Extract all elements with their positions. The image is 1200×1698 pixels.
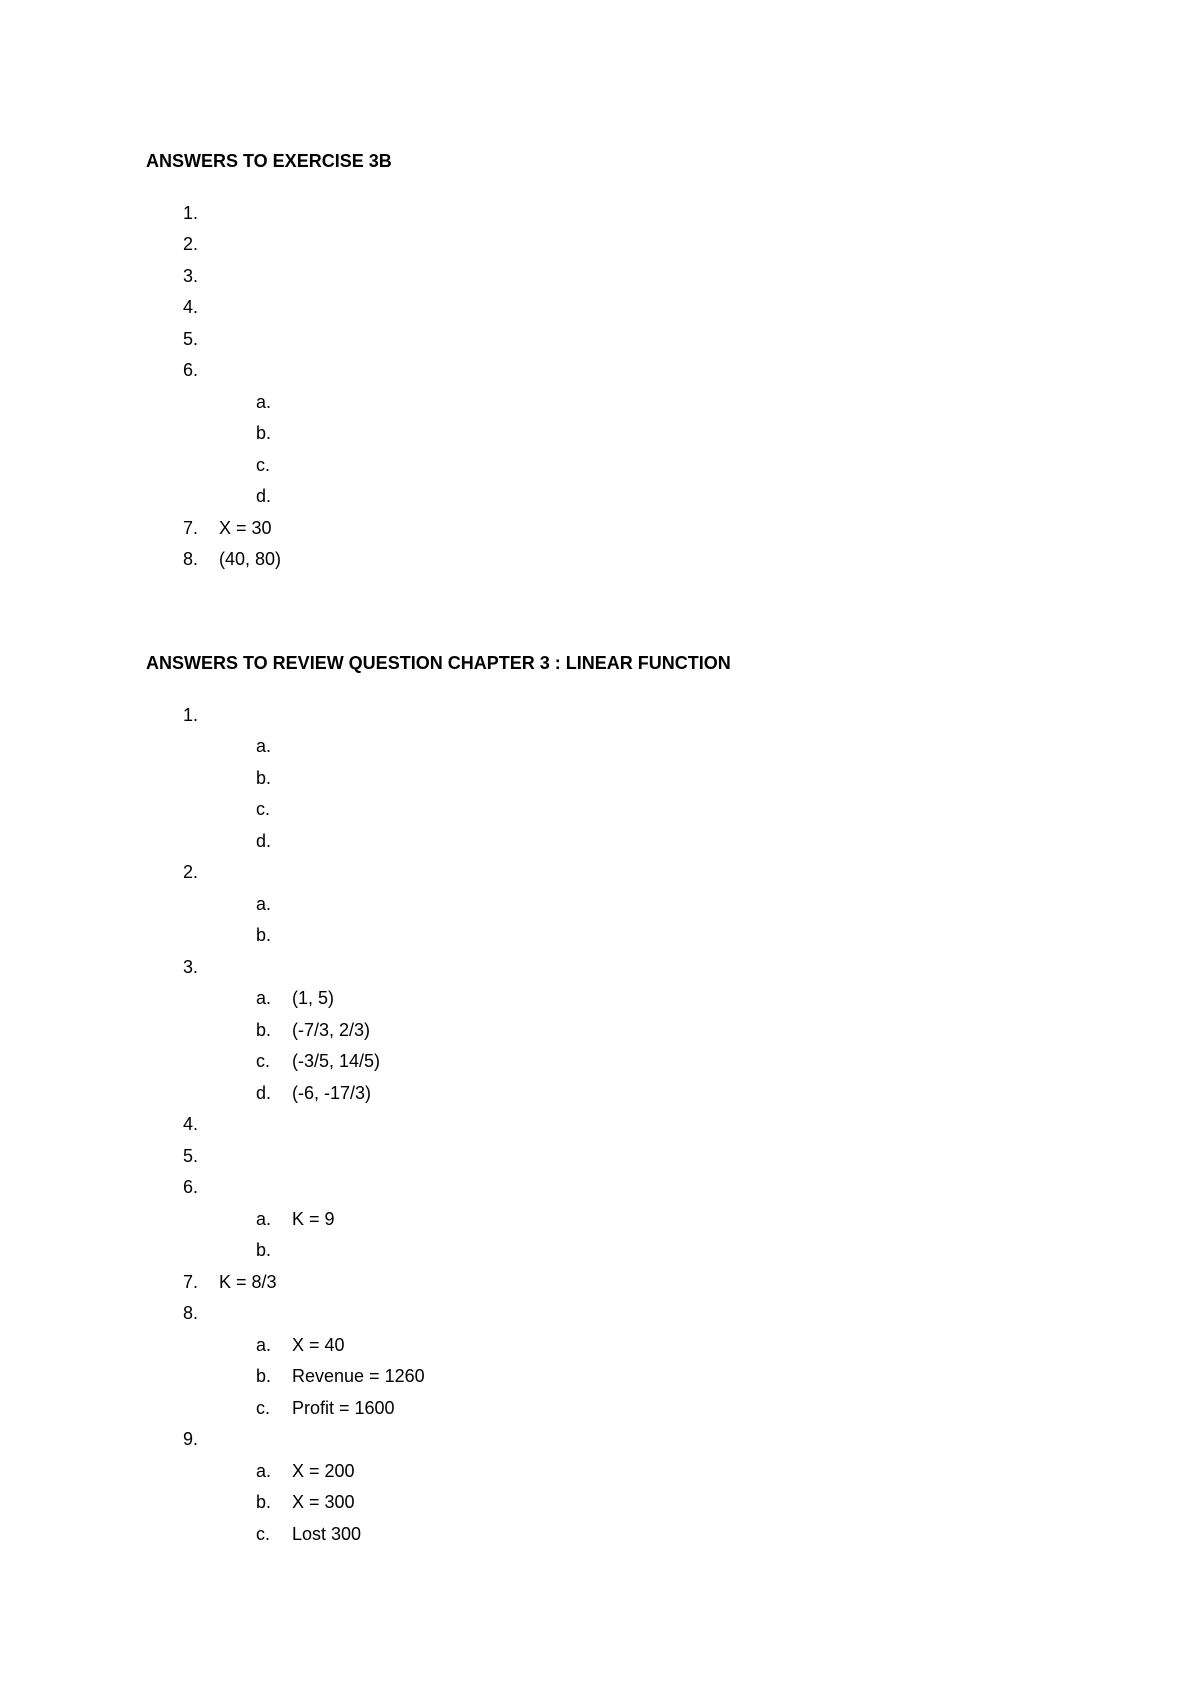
list-marker: a. xyxy=(256,988,272,1008)
list-marker: a. xyxy=(256,736,272,756)
sub-list-item xyxy=(146,1046,1046,1078)
list-item xyxy=(146,198,1046,230)
list-marker: c. xyxy=(256,454,271,475)
list-marker: b. xyxy=(256,1366,272,1386)
sub-list-item xyxy=(146,763,1046,795)
answer-text: (40, 80) xyxy=(219,549,282,569)
list-item xyxy=(146,229,1046,261)
list-marker: 8. xyxy=(183,1303,199,1323)
list-marker: a. xyxy=(256,1460,272,1481)
section-heading: ANSWERS TO REVIEW QUESTION CHAPTER 3 : LINEAR FUNCTION xyxy=(146,653,731,673)
list-item xyxy=(146,544,1046,576)
answer-text: (1, 5) xyxy=(292,988,335,1008)
list-marker: 9. xyxy=(183,1429,199,1449)
list-marker: b. xyxy=(256,767,272,788)
answer-text: Lost 300 xyxy=(292,1523,362,1544)
list-marker: 6. xyxy=(183,360,199,380)
list-marker: c. xyxy=(256,1397,271,1418)
list-marker: a. xyxy=(256,391,272,412)
list-marker: 2. xyxy=(183,862,199,882)
answer-text: (-7/3, 2/3) xyxy=(292,1019,371,1040)
list-marker: b. xyxy=(256,925,272,945)
list-item xyxy=(146,1141,1046,1173)
list-marker: 8. xyxy=(183,549,199,569)
sub-list-item xyxy=(146,387,1046,419)
review-question-answers-section xyxy=(146,651,1046,1550)
answer-list xyxy=(146,198,1046,576)
sub-list-item xyxy=(146,418,1046,450)
answer-list xyxy=(146,700,1046,1551)
list-marker: c. xyxy=(256,1523,271,1544)
answer-text: X = 200 xyxy=(292,1460,355,1481)
answer-text: (-6, -17/3) xyxy=(292,1082,372,1103)
answer-text: K = 8/3 xyxy=(219,1271,277,1292)
list-marker: 5. xyxy=(183,328,199,349)
list-marker: a. xyxy=(256,893,272,914)
list-item xyxy=(146,513,1046,545)
answer-text: X = 30 xyxy=(219,517,272,538)
sub-list-item xyxy=(146,920,1046,952)
list-marker: 7. xyxy=(183,517,199,538)
sub-list-item xyxy=(146,826,1046,858)
list-marker: d. xyxy=(256,830,272,851)
list-marker: 6. xyxy=(183,1177,199,1197)
list-item xyxy=(146,952,1046,984)
list-item xyxy=(146,1267,1046,1299)
sub-list-item xyxy=(146,1456,1046,1488)
list-marker: 7. xyxy=(183,1271,199,1292)
sub-list-item xyxy=(146,731,1046,763)
sub-list-item xyxy=(146,1330,1046,1362)
list-marker: 5. xyxy=(183,1145,199,1166)
list-marker: b. xyxy=(256,1019,272,1040)
list-marker: a. xyxy=(256,1334,272,1355)
list-marker: 4. xyxy=(183,297,199,317)
list-marker: d. xyxy=(256,486,272,506)
list-marker: a. xyxy=(256,1208,272,1229)
list-marker: b. xyxy=(256,423,272,443)
list-marker: 3. xyxy=(183,956,199,977)
sub-list-item xyxy=(146,889,1046,921)
list-item xyxy=(146,261,1046,293)
list-marker: 1. xyxy=(183,704,199,725)
list-item xyxy=(146,292,1046,324)
answer-text: Revenue = 1260 xyxy=(292,1366,425,1386)
list-marker: 4. xyxy=(183,1114,199,1134)
list-item xyxy=(146,857,1046,889)
answer-text: K = 9 xyxy=(292,1208,335,1229)
exercise-3b-answers-section xyxy=(146,149,1046,576)
sub-list-item xyxy=(146,794,1046,826)
list-marker: b. xyxy=(256,1492,272,1512)
answer-text: X = 40 xyxy=(292,1334,345,1355)
sub-list-item xyxy=(146,1393,1046,1425)
list-item xyxy=(146,1109,1046,1141)
sub-list-item xyxy=(146,450,1046,482)
sub-list-item xyxy=(146,1015,1046,1047)
list-item xyxy=(146,1424,1046,1456)
section-heading: ANSWERS TO EXERCISE 3B xyxy=(146,151,392,171)
list-marker: 2. xyxy=(183,234,199,254)
list-marker: c. xyxy=(256,799,271,819)
sub-list-item xyxy=(146,1235,1046,1267)
sub-list-item xyxy=(146,1361,1046,1393)
list-item xyxy=(146,700,1046,732)
list-item xyxy=(146,1298,1046,1330)
sub-list-item xyxy=(146,1487,1046,1519)
sub-list-item xyxy=(146,1078,1046,1110)
list-item xyxy=(146,324,1046,356)
sub-list-item xyxy=(146,481,1046,513)
list-item xyxy=(146,1172,1046,1204)
answer-text: Profit = 1600 xyxy=(292,1397,395,1418)
answer-text: X = 300 xyxy=(292,1492,355,1512)
sub-list-item xyxy=(146,1519,1046,1551)
list-marker: 1. xyxy=(183,202,199,223)
list-marker: c. xyxy=(256,1051,271,1071)
sub-list-item xyxy=(146,983,1046,1015)
answer-text: (-3/5, 14/5) xyxy=(292,1051,381,1071)
list-marker: 3. xyxy=(183,265,199,286)
list-marker: d. xyxy=(256,1082,272,1103)
sub-list-item xyxy=(146,1204,1046,1236)
list-marker: b. xyxy=(256,1240,272,1260)
list-item xyxy=(146,355,1046,387)
